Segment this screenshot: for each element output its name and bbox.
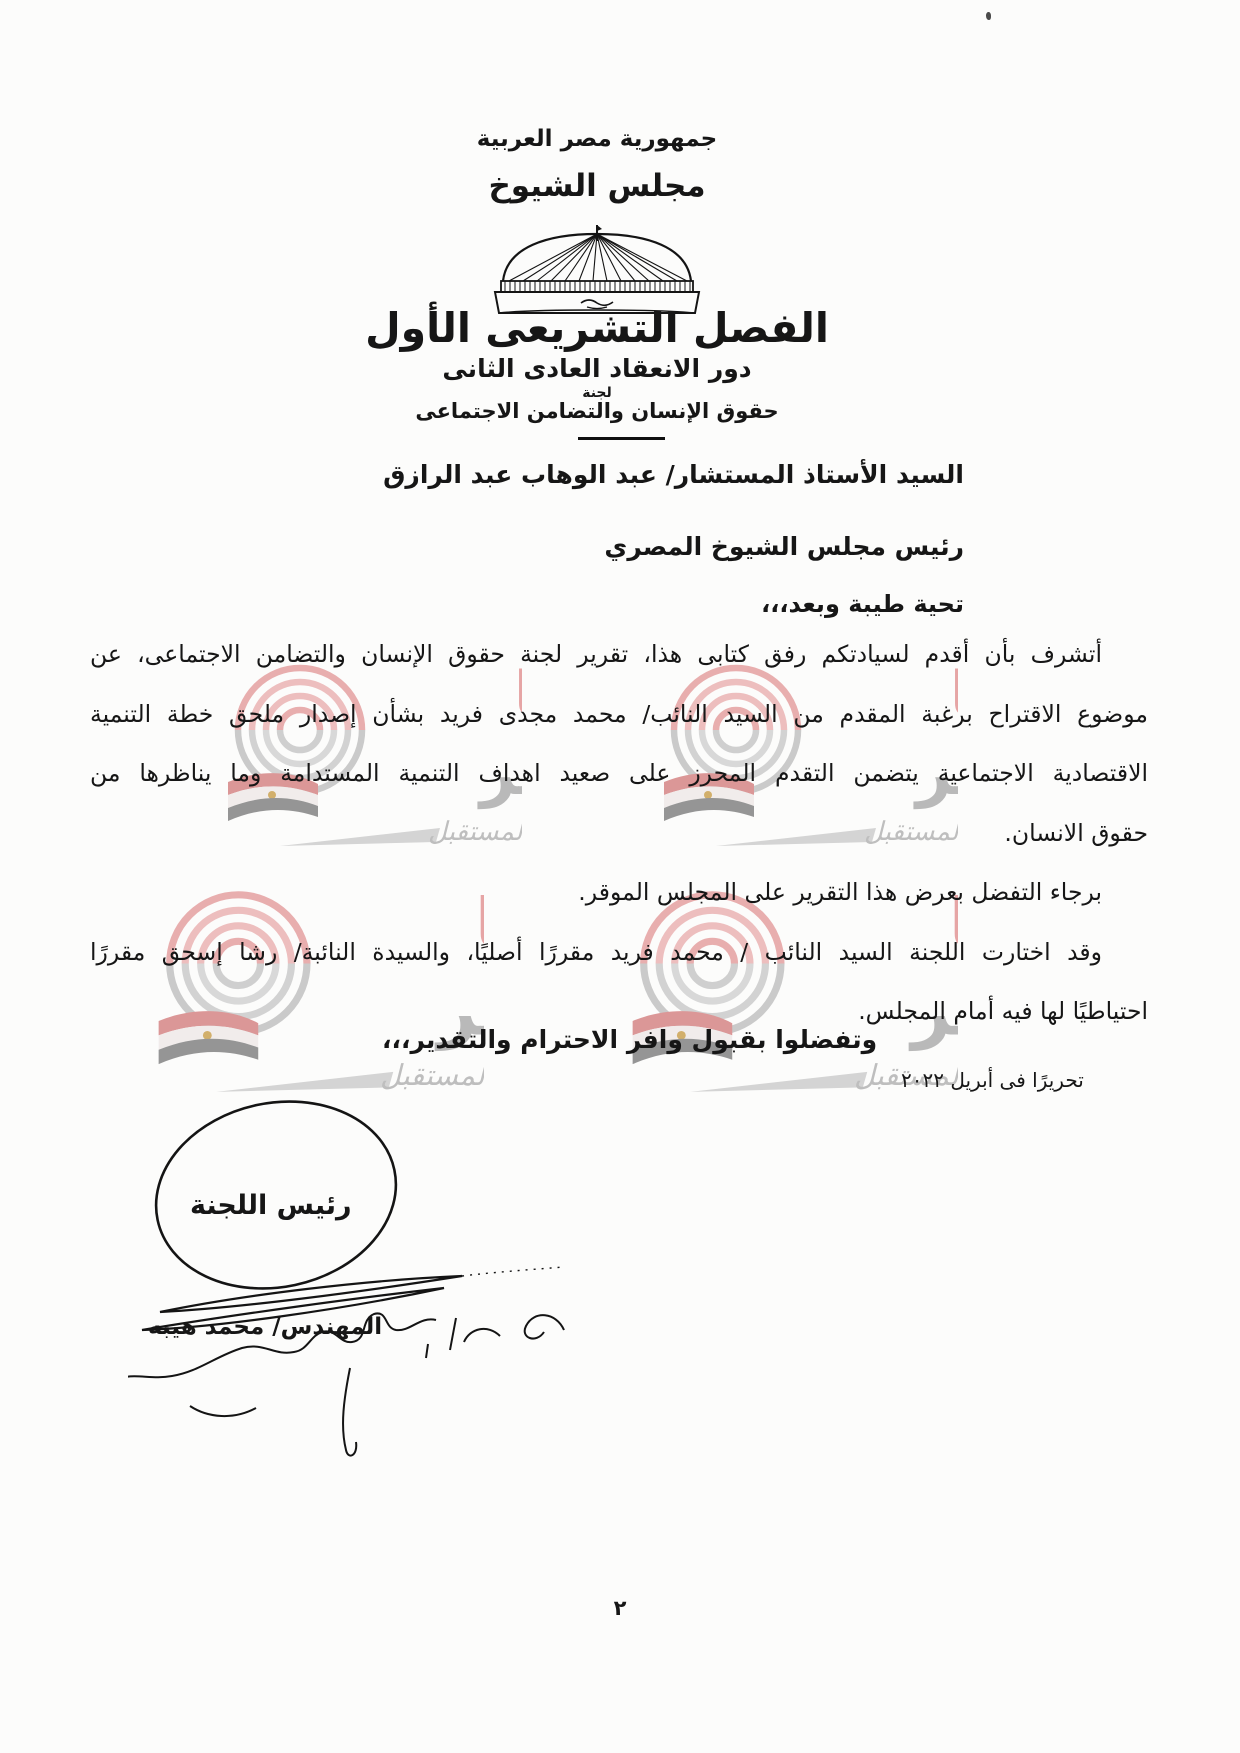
signature-name: المهندس/ محمد هيبه [148,1314,383,1340]
header-divider [578,437,665,440]
body-line: برجاء التفضل بعرض هذا التقرير على المجلس الموقر. [578,878,1102,906]
header-session: دور الانعقاد العادى الثانى [442,354,752,383]
date-line: تحريرًا فى أبريل ٢٠٢٢ [901,1068,1084,1092]
body-line: الاقتصادية الاجتماعية يتضمن التقدم المحرز على صعيد اهداف التنمية المستدامة وما يناظرها من [90,759,1148,787]
recipient-title: رئيس مجلس الشيوخ المصري [604,532,964,561]
body-line: موضوع الاقتراح برغبة المقدم من السيد النائب/ محمد مجدى فريد بشأن إصدار ملحق خطة التنمية [90,699,1148,728]
header-committee-name: حقوق الإنسان والتضامن الاجتماعى [415,399,779,423]
body-line: أتشرف بأن أقدم لسيادتكم رفق كتابى هذا، تقرير لجنة حقوق الإنسان والتضامن الاجتماعى، عن [90,640,1102,668]
body-line: وقد اختارت اللجنة السيد النائب / محمد فريد مقررًا أصليًا، والسيدة النائبة/ رشا إسحق مقررًا [90,937,1102,966]
handwritten-signature [128,1082,598,1482]
body-line: حقوق الانسان. [1004,818,1148,847]
header-council: مجلس الشيوخ [488,168,706,204]
body-paragraphs [90,625,1148,1042]
header-republic: جمهورية مصر العربية [476,126,718,152]
closing-line: وتفضلوا بقبول وافر الاحترام والتقدير،،، [382,1025,878,1054]
header-committee-word: لجنة [582,385,612,401]
header-legislative-term: الفصل التشريعى الأول [365,304,829,352]
signature-title: رئيس اللجنة [190,1190,352,1221]
body-line: احتياطيًا لها فيه أمام المجلس. [858,997,1148,1025]
recipient-name: السيد الأستاذ المستشار/ عبد الوهاب عبد الرازق [383,460,964,489]
page-number: ٢ [613,1596,627,1620]
scan-artifact-mark [986,12,991,20]
salutation: تحية طيبة وبعد،،، [761,590,964,618]
